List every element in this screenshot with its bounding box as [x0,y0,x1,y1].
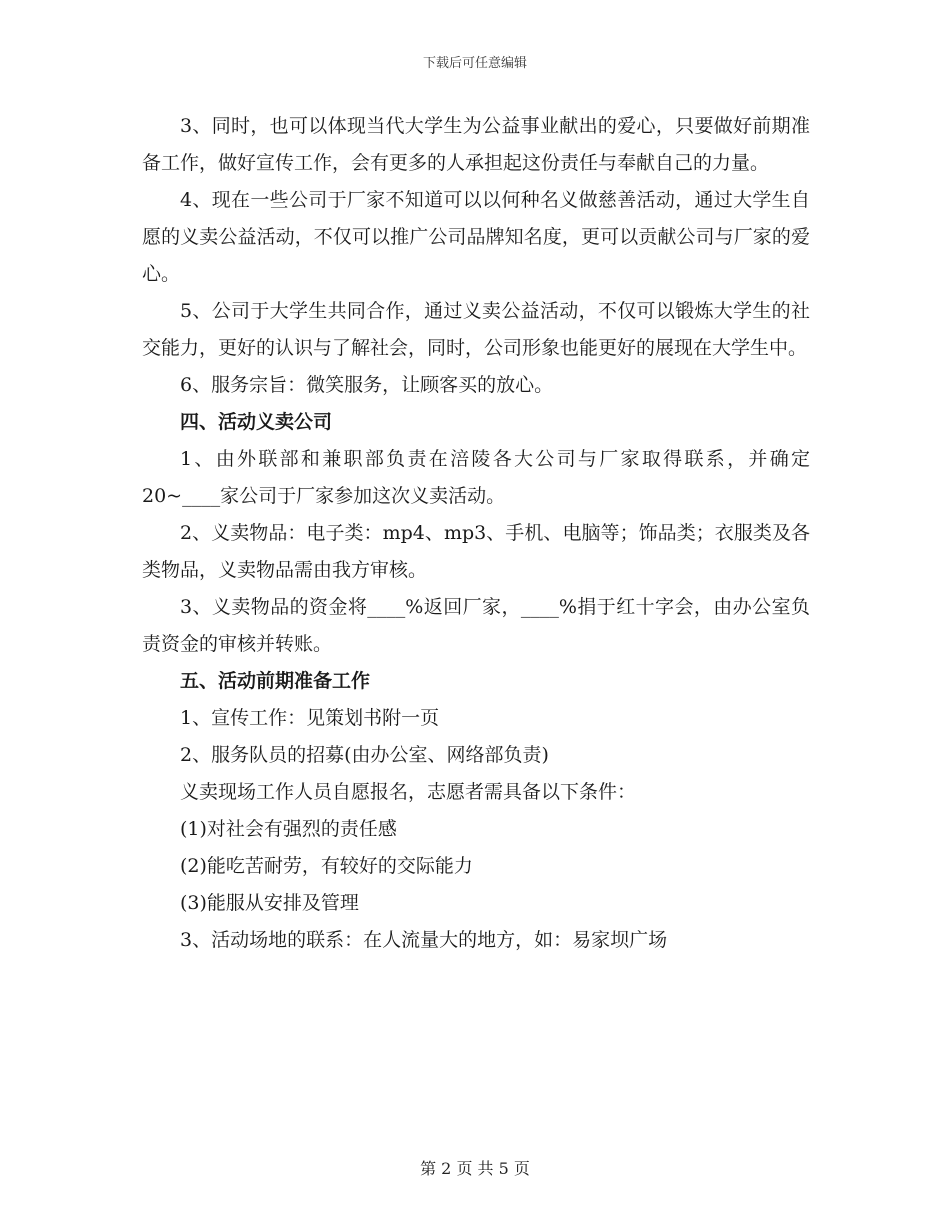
paragraph-6: 2、义卖物品：电子类：mp4、mp3、手机、电脑等；饰品类；衣服类及各类物品，义卖物品需由我方审核。 [142,522,810,581]
document-body [142,108,810,959]
page-footer: 第 2 页 共 5 页 [420,1159,530,1178]
list-item-3: (3)能服从安排及管理 [180,892,359,914]
paragraph-8: 1、宣传工作：见策划书附一页 [180,707,440,729]
section-heading-5: 五、活动前期准备工作 [180,670,371,692]
paragraph-3: 5、公司于大学生共同合作，通过义卖公益活动，不仅可以锻炼大学生的社交能力，更好的认识与了解社会，同时，公司形象也能更好的展现在大学生中。 [142,300,810,359]
paragraph-7: 3、义卖物品的资金将____%返回厂家，____%捐于红十字会，由办公室负责资金的审核并转账。 [142,596,810,655]
section-heading-4: 四、活动义卖公司 [180,411,333,433]
paragraph-11: 3、活动场地的联系：在人流量大的地方，如：易家坝广场 [180,929,668,951]
paragraph-9: 2、服务队员的招募(由办公室、网络部负责) [180,744,549,766]
paragraph-10: 义卖现场工作人员自愿报名，志愿者需具备以下条件： [180,781,637,803]
page-header: 下载后可任意编辑 [422,56,527,71]
list-item-1: (1)对社会有强烈的责任感 [180,818,397,840]
paragraph-5: 1、由外联部和兼职部负责在涪陵各大公司与厂家取得联系，并确定20~____家公司于厂家参加这次义卖活动。 [142,448,810,507]
paragraph-2: 4、现在一些公司于厂家不知道可以以何种名义做慈善活动，通过大学生自愿的义卖公益活动，不仅可以推广公司品牌知名度，更可以贡献公司与厂家的爱心。 [142,189,810,285]
list-item-2: (2)能吃苦耐劳，有较好的交际能力 [180,855,473,877]
paragraph-1: 3、同时，也可以体现当代大学生为公益事业献出的爱心，只要做好前期准备工作，做好宣传工作，会有更多的人承担起这份责任与奉献自己的力量。 [142,115,810,174]
paragraph-4: 6、服务宗旨：微笑服务，让顾客买的放心。 [180,374,554,396]
